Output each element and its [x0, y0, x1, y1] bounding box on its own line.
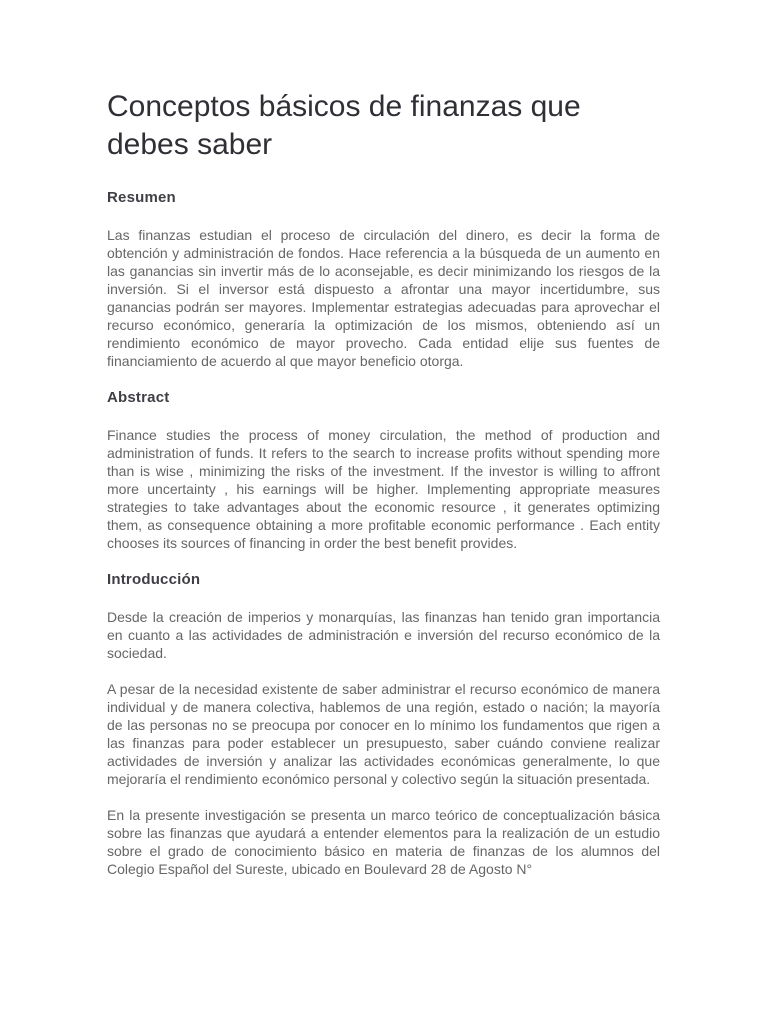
- document-title: Conceptos básicos de finanzas que debes saber: [107, 90, 581, 161]
- paragraph-introduccion-3: En la presente investigación se presenta un marco teórico de conceptualización básica sobre las finanzas que ayudará a entender elementos para la realización de un estudio sobre el grado de conocimiento básico en materia de finanzas de los alumnos del Colegio Español del Sureste, ubicado en Boulevard 28 de Agosto N°: [107, 807, 660, 877]
- section-resumen: [107, 188, 660, 370]
- paragraph-introduccion-1: Desde la creación de imperios y monarquías, las finanzas han tenido gran importancia en cuanto a las actividades de administración e inversión del recurso económico de la sociedad.: [107, 609, 660, 661]
- paragraph-resumen: Las finanzas estudian el proceso de circulación del dinero, es decir la forma de obtención y administración de fondos. Hace referencia a la búsqueda de un aumento en las ganancias sin invertir más de lo aconsejable, es decir minimizando los riesgos de la inversión. Si el inversor está dispuesto a afrontar una mayor incertidumbre, sus ganancias podrán ser mayores. Implementar estrategias adecuadas para aprovechar el recurso económico, generaría la optimización de los mismos, obteniendo así un rendimiento económico de mayor provecho. Cada entidad elije sus fuentes de financiamiento de acuerdo al que mayor beneficio otorga.: [107, 227, 660, 369]
- section-introduccion: [107, 570, 660, 878]
- section-abstract: [107, 388, 660, 552]
- paragraph-introduccion-2: A pesar de la necesidad existente de saber administrar el recurso económico de manera individual y de manera colectiva, hablemos de una región, estado o nación; la mayoría de las personas no se preocupa por conocer en lo mínimo los fundamentos que rigen a las finanzas para poder establecer un presupuesto, saber cuándo conviene realizar actividades de inversión y analizar las actividades económicas generalmente, lo que mejoraría el rendimiento económico personal y colectivo según la situación presentada.: [107, 681, 660, 787]
- document-page: [107, 88, 660, 896]
- paragraph-abstract: Finance studies the process of money circulation, the method of production and administration of funds. It refers to the search to increase profits without spending more than is wise , minimizing the risks of the investment. If the investor is willing to affront more uncertainty , his earnings will be higher. Implementing appropriate measures strategies to take advantages about the economic resource , it generates optimizing them, as consequence obtaining a more profitable economic performance . Each entity chooses its sources of financing in order the best benefit provides.: [107, 427, 660, 551]
- section-heading-introduccion: Introducción: [107, 571, 201, 588]
- section-heading-resumen: Resumen: [107, 189, 176, 206]
- section-heading-abstract: Abstract: [107, 389, 170, 406]
